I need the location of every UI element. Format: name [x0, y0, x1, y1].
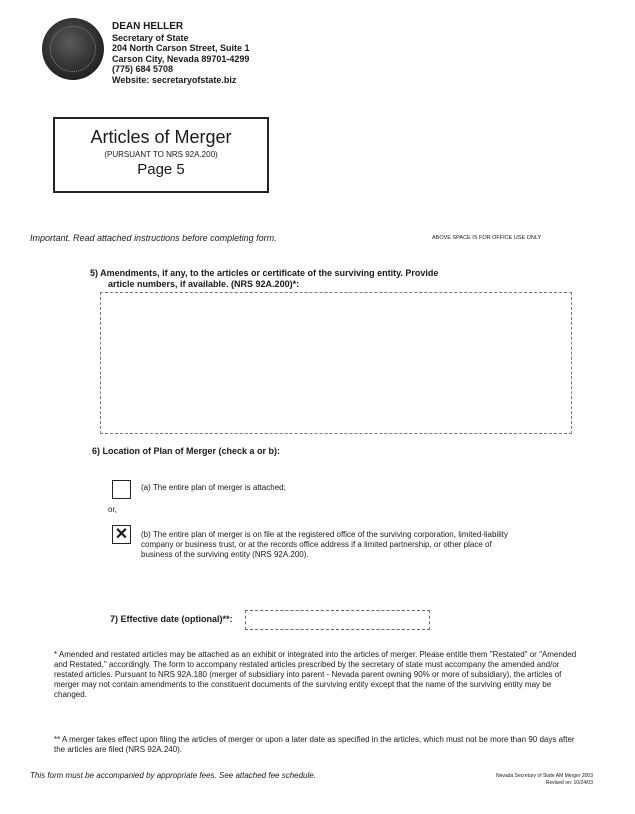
address-line-1: 204 North Carson Street, Suite 1 — [112, 43, 250, 53]
section-6-label: 6) Location of Plan of Merger (check a or b): — [92, 446, 281, 456]
title-box — [53, 117, 269, 193]
footnote-2: ** A merger takes effect upon filing the articles of merger or upon a later date as specified in the articles, which must not be more than 90 days after the articles are filed (NRS 92A.240). — [54, 735, 575, 754]
office-use-note: ABOVE SPACE IS FOR OFFICE USE ONLY — [432, 235, 542, 241]
section-5-label — [90, 268, 530, 290]
option-b-label: (b) The entire plan of merger is on file at the registered office of the surviving corporation, limited-liability company or business trust, or at the records office address if a limited partnership, or other place of business of the surviving entity (NRS 92A.200). — [141, 530, 508, 559]
address-line-2: Carson City, Nevada 89701-4299 — [112, 53, 250, 64]
section-7-label: 7) Effective date (optional)**: — [110, 614, 233, 624]
option-a-checkbox[interactable] — [112, 480, 131, 499]
form-subtitle: (PURSUANT TO NRS 92A.200) — [104, 150, 218, 159]
page-label: Page 5 — [137, 161, 185, 178]
footer-revision-line1: Nevada Secretary of State AM Merger 2003 — [496, 773, 593, 779]
phone: (775) 684 5708 — [112, 64, 174, 74]
official-title: Secretary of State — [112, 32, 189, 43]
option-b-checkbox[interactable]: ✕ — [112, 525, 131, 544]
amendments-field[interactable] — [100, 292, 572, 434]
footnote-1: * Amended and restated articles may be attached as an exhibit or integrated into the articles of merger. Please entitle them "Restated" or "Amended and Restated," accordingly. The form to accompany restated articles prescribed by the secretary of state must accompany the amended and/or restated articles. Pursuant to NRS 92A.180 (merger of subsidiary into parent - Nevada parent owning 90% or more of subsidiary), the articles of merger may not contain amendments to the constituent documents of the surviving entity except that the name of the surviving entity may be changed. — [54, 650, 577, 699]
footer-revision-line2: Revised on: 10/24/03 — [545, 780, 593, 786]
effective-date-field[interactable] — [245, 610, 430, 630]
option-a-label: (a) The entire plan of merger is attached; — [141, 483, 286, 492]
footer-revision — [463, 773, 593, 787]
official-name: DEAN HELLER — [112, 21, 184, 32]
section-5-label-line1: 5) Amendments, if any, to the articles or certificate of the surviving entity. Provide — [90, 268, 439, 278]
footer-fee-note: This form must be accompanied by appropriate fees. See attached fee schedule. — [30, 771, 316, 780]
form-title: Articles of Merger — [90, 127, 232, 147]
important-note: Important. Read attached instructions before completing form. — [30, 233, 277, 243]
state-seal — [42, 18, 104, 80]
office-header — [112, 22, 250, 85]
section-5-label-line2: article numbers, if available. (NRS 92A.200)*: — [108, 279, 300, 289]
website: Website: secretaryofstate.biz — [112, 74, 237, 85]
or-text: or, — [108, 505, 117, 514]
